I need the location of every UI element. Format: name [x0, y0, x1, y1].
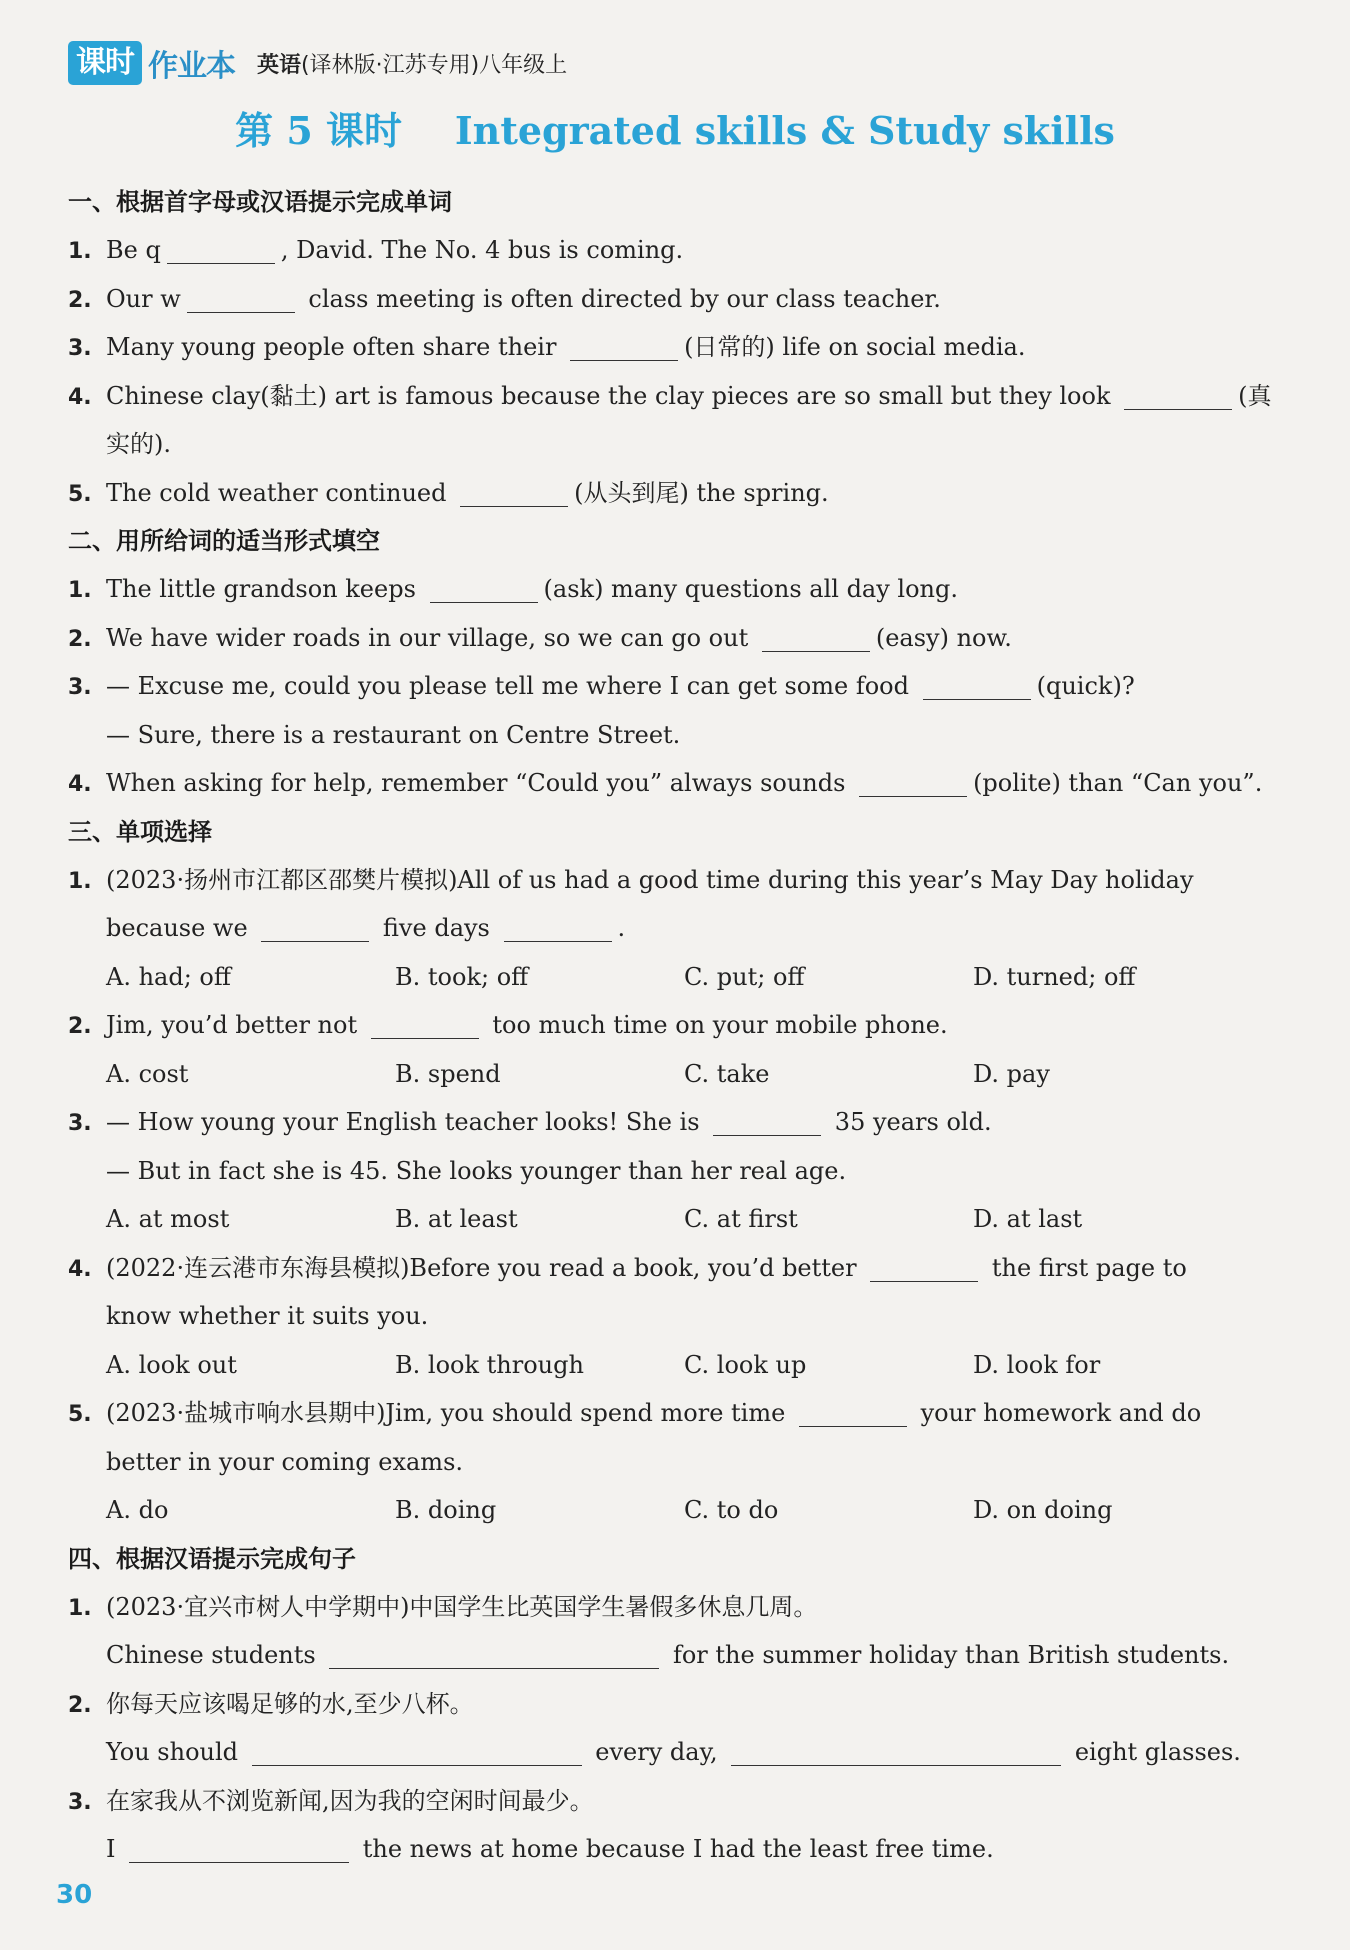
answer-blank[interactable]	[460, 477, 568, 507]
answer-option[interactable]: B. spend	[395, 1059, 501, 1088]
answer-option[interactable]: D. at last	[973, 1205, 1083, 1233]
question-text: (2023·扬州市江都区邵樊片模拟)All of us had a good time during this year’s May Day holiday	[106, 865, 1194, 894]
question-text: We have wider roads in our village, so we can go out	[106, 623, 756, 652]
question-text: I	[106, 1835, 124, 1863]
question-continuation	[68, 1292, 1268, 1341]
question-text: your homework and do	[912, 1399, 1202, 1427]
question-text: (polite) than “Can you”.	[973, 769, 1263, 797]
question-number: 2.	[68, 626, 92, 652]
question-line	[68, 614, 1268, 663]
answer-option[interactable]: A. at most	[106, 1205, 230, 1233]
question-continuation	[68, 1825, 1268, 1874]
question-continuation	[68, 711, 1268, 760]
answer-blank[interactable]	[1124, 380, 1232, 410]
answer-option[interactable]: C. put; off	[684, 962, 805, 991]
question-line	[68, 856, 1268, 905]
answer-options	[68, 1486, 1268, 1535]
question-continuation	[68, 1147, 1268, 1196]
question-line	[68, 226, 1268, 275]
page-number: 30	[56, 1880, 93, 1910]
question-number: 4.	[68, 772, 92, 797]
header-subtitle	[257, 48, 567, 79]
question-text: 实的).	[106, 430, 171, 458]
question-text: eight glasses.	[1067, 1738, 1241, 1766]
answer-blank[interactable]	[859, 767, 967, 797]
question-text: five days	[375, 914, 498, 942]
question-number: 3.	[68, 336, 92, 361]
answer-options	[68, 1341, 1268, 1390]
answer-blank[interactable]	[870, 1252, 978, 1282]
answer-option[interactable]: D. look for	[973, 1350, 1101, 1379]
answer-blank[interactable]	[923, 670, 1031, 700]
question-number: 4.	[68, 384, 92, 410]
question-number: 3.	[68, 1111, 92, 1136]
question-line	[68, 565, 1268, 614]
question-line	[68, 469, 1268, 518]
question-text: (2023·盐城市响水县期中)Jim, you should spend more time	[106, 1399, 793, 1427]
question-line	[68, 1244, 1268, 1293]
question-number: 5.	[68, 1402, 92, 1427]
question-text: 35 years old.	[827, 1108, 992, 1136]
section-heading: 三、单项选择	[68, 817, 212, 846]
question-continuation	[68, 1631, 1268, 1680]
question-line	[68, 1583, 1268, 1632]
section-heading: 一、根据首字母或汉语提示完成单词	[68, 188, 452, 216]
question-text: When asking for help, remember “Could you” always sounds	[106, 769, 854, 797]
question-line	[68, 1680, 1268, 1729]
answer-blank[interactable]	[261, 912, 369, 942]
question-line	[68, 1777, 1268, 1826]
question-number: 1.	[68, 239, 92, 264]
question-text: (日常的) life on social media.	[684, 333, 1026, 361]
question-continuation	[68, 1438, 1268, 1487]
question-continuation	[68, 1728, 1268, 1777]
question-line	[68, 662, 1268, 711]
question-text: Chinese students	[106, 1641, 324, 1669]
question-number: 2.	[68, 287, 92, 313]
answer-blank[interactable]	[187, 283, 295, 313]
question-text: — But in fact she is 45. She looks younger than her real age.	[106, 1156, 847, 1185]
question-text: 在家我从不浏览新闻,因为我的空闲时间最少。	[106, 1786, 594, 1815]
question-number: 2.	[68, 1014, 92, 1039]
question-line	[68, 759, 1268, 808]
answer-blank[interactable]	[329, 1639, 659, 1669]
lesson-title: 第 5 课时 Integrated skills & Study skills	[235, 108, 1115, 153]
question-number: 1.	[68, 868, 92, 894]
question-line	[68, 1389, 1268, 1438]
question-text: (真	[1238, 381, 1272, 410]
answer-blank[interactable]	[731, 1736, 1061, 1766]
question-number: 1.	[68, 1595, 92, 1621]
section-heading: 二、用所给词的适当形式填空	[68, 527, 380, 555]
answer-option[interactable]: B. doing	[395, 1496, 497, 1524]
question-text: — Excuse me, could you please tell me where I can get some food	[106, 672, 917, 700]
question-text: (easy) now.	[875, 623, 1012, 652]
question-number: 3.	[68, 675, 92, 700]
subject: 英语	[257, 52, 302, 78]
answer-blank[interactable]	[504, 912, 612, 942]
page-header	[68, 38, 567, 88]
question-text: Jim, you’d better not	[106, 1011, 365, 1039]
question-number: 1.	[68, 578, 92, 603]
question-text: The cold weather continued	[106, 478, 455, 507]
answer-options	[68, 953, 1268, 1002]
question-text: Chinese clay(黏土) art is famous because the clay pieces are so small but they look	[106, 381, 1119, 410]
question-number: 5.	[68, 481, 92, 507]
answer-blank[interactable]	[129, 1833, 349, 1863]
answer-option[interactable]: B. look through	[395, 1350, 584, 1379]
answer-blank[interactable]	[430, 573, 538, 603]
answer-option[interactable]: D. pay	[973, 1059, 1050, 1088]
answer-option[interactable]: A. look out	[106, 1350, 237, 1379]
answer-options	[68, 1195, 1268, 1244]
question-text: .	[617, 914, 626, 942]
question-text: the first page to	[984, 1253, 1187, 1282]
answer-options	[68, 1050, 1268, 1099]
answer-blank[interactable]	[799, 1397, 907, 1427]
question-line	[68, 1098, 1268, 1147]
answer-option[interactable]: A. had; off	[106, 962, 231, 991]
question-text: too much time on your mobile phone.	[484, 1011, 948, 1039]
answer-blank[interactable]	[713, 1106, 821, 1136]
answer-option[interactable]: D. turned; off	[973, 962, 1136, 991]
question-text: Our w	[106, 284, 181, 313]
answer-blank[interactable]	[762, 622, 870, 652]
answer-option[interactable]: D. on doing	[973, 1496, 1113, 1524]
question-number: 3.	[68, 1789, 92, 1815]
answer-blank[interactable]	[167, 234, 275, 264]
question-text: for the summer holiday than British students.	[665, 1641, 1230, 1669]
logo-box: 课时	[68, 41, 142, 85]
question-text: Many young people often share their	[106, 333, 565, 361]
question-text: (从头到尾) the spring.	[574, 478, 829, 507]
question-text: every day,	[587, 1738, 726, 1766]
question-text: You should	[106, 1738, 246, 1766]
question-text: (ask) many questions all day long.	[543, 575, 958, 603]
question-text: — How young your English teacher looks! She is	[106, 1108, 708, 1136]
logo-text: 作业本	[148, 49, 235, 84]
question-text: Be q	[106, 236, 161, 264]
question-text: , David. The No. 4 bus is coming.	[280, 236, 684, 264]
question-text: because we	[106, 914, 256, 942]
question-line	[68, 275, 1268, 324]
question-text: class meeting is often directed by our class teacher.	[300, 284, 941, 313]
answer-option[interactable]: A. do	[106, 1496, 169, 1524]
question-text: (quick)?	[1036, 672, 1135, 700]
question-line	[68, 372, 1272, 421]
edition: (译林版·江苏专用)八年级上	[301, 52, 568, 78]
question-text: — Sure, there is a restaurant on Centre Street.	[106, 720, 681, 749]
question-text: (2022·连云港市东海县模拟)Before you read a book, you’d better	[106, 1253, 865, 1282]
question-number: 2.	[68, 1692, 92, 1718]
answer-option[interactable]: C. at first	[684, 1205, 798, 1233]
question-text: The little grandson keeps	[106, 575, 424, 603]
question-continuation	[68, 904, 1268, 953]
answer-blank[interactable]	[252, 1736, 582, 1766]
exercise-content	[68, 178, 1272, 1874]
question-line	[68, 323, 1268, 372]
section-heading: 四、根据汉语提示完成句子	[68, 1544, 356, 1573]
question-continuation	[68, 420, 1268, 469]
question-number: 4.	[68, 1256, 92, 1282]
answer-option[interactable]: B. took; off	[395, 962, 529, 991]
question-text: the news at home because I had the least free time.	[355, 1835, 994, 1863]
question-text: know whether it suits you.	[106, 1302, 429, 1330]
answer-blank[interactable]	[371, 1009, 479, 1039]
logo	[68, 41, 235, 85]
question-text: better in your coming exams.	[106, 1447, 464, 1476]
answer-option[interactable]: C. take	[684, 1059, 770, 1088]
answer-blank[interactable]	[570, 331, 678, 361]
question-line	[68, 1001, 1268, 1050]
question-text: (2023·宜兴市树人中学期中)中国学生比英国学生暑假多休息几周。	[106, 1592, 818, 1621]
answer-option[interactable]: C. look up	[684, 1350, 807, 1379]
question-text: 你每天应该喝足够的水,至少八杯。	[106, 1689, 474, 1718]
answer-option[interactable]: A. cost	[106, 1059, 189, 1088]
answer-option[interactable]: B. at least	[395, 1205, 518, 1233]
answer-option[interactable]: C. to do	[684, 1496, 779, 1524]
